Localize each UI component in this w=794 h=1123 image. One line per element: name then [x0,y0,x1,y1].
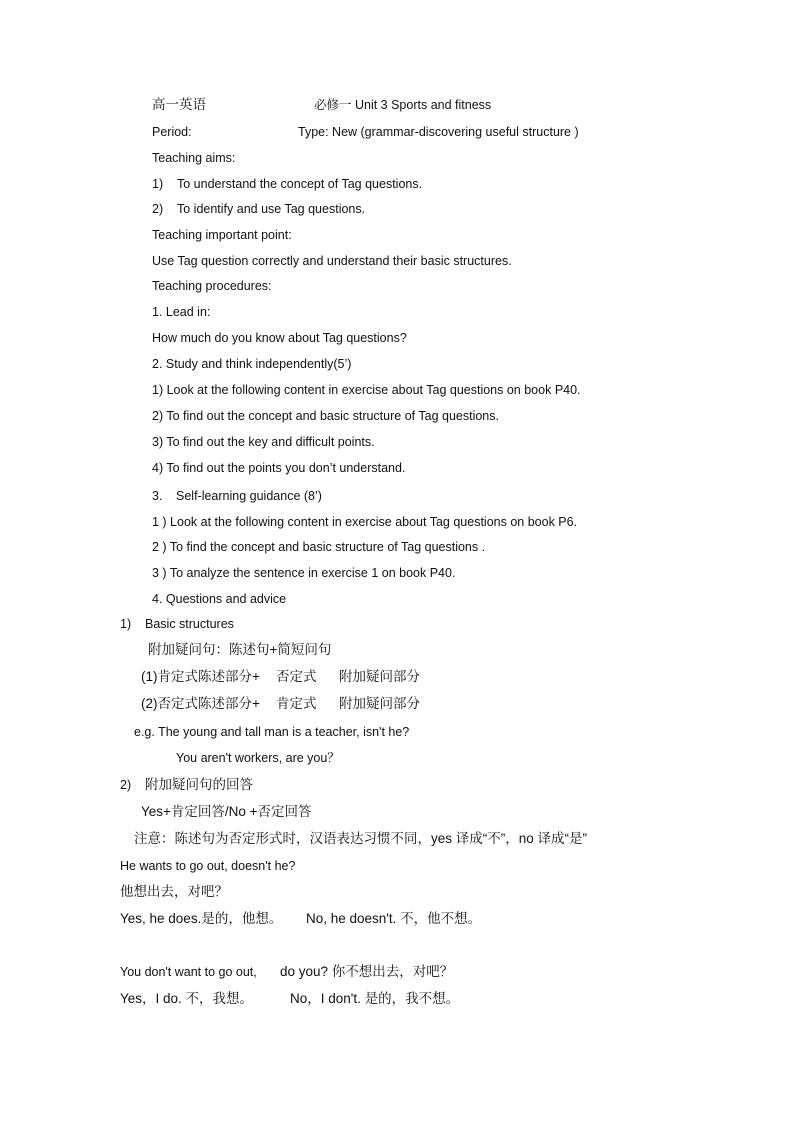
example-question-tail: do you? 你不想出去，对吧？ [280,964,454,979]
self-learning-item: 3 ) To analyze the sentence in exercise 1 on book P40. [152,566,456,580]
questions-heading: 4. Questions and advice [152,592,287,606]
important-text: Use Tag question correctly and understand their basic structures. [152,254,512,268]
self-learning-item: 2 ) To find the concept and basic structure of Tag questions . [152,540,486,554]
study-heading: 2. Study and think independently(5’) [152,357,352,371]
aim-text: To identify and use Tag questions. [177,202,366,216]
example-answer-no: No，I don't. 是的，我不想。 [290,991,460,1006]
type-label: Type: New (grammar-discovering useful structure ) [298,125,579,139]
example-question: He wants to go out, doesn't he? [120,859,296,873]
aim-number: 2) [152,202,164,216]
basic-heading: Basic structures [145,617,234,631]
self-learning-number: 3. [152,489,163,503]
answer-number: 2) [120,778,132,792]
period-label: Period: [152,125,192,139]
study-item: 3) To find out the key and difficult points. [152,435,375,449]
self-learning-heading: Self-learning guidance (8’) [176,489,322,503]
rule-form: 肯定式 [276,696,317,711]
course-title: 高一英语 [152,97,206,112]
rule-statement: (2)否定式陈述部分+ [141,696,260,711]
example-answer-yes: Yes，I do. 不，我想。 [120,991,254,1006]
tag-formula: 附加疑问句：陈述句+简短问句 [148,642,332,657]
answer-rule: Yes+肯定回答/No +否定回答 [141,804,312,819]
aim-text: To understand the concept of Tag questions. [177,177,423,191]
important-heading: Teaching important point: [152,228,292,242]
aim-number: 1) [152,177,164,191]
example-question: You don't want to go out, [120,965,257,979]
answer-heading: 附加疑问句的回答 [145,777,253,792]
rule-tag: 附加疑问部分 [339,696,420,711]
study-item: 1) Look at the following content in exercise about Tag questions on book P40. [152,383,581,397]
basic-number: 1) [120,617,132,631]
example-answer-yes: Yes, he does.是的，他想。 [120,911,283,926]
example-sentence: e.g. The young and tall man is a teacher, isn't he? [134,725,410,739]
rule-statement: (1)肯定式陈述部分+ [141,669,260,684]
unit-title: 必修一 Unit 3 Sports and fitness [314,98,492,112]
example-sentence: You aren't workers, are you？ [176,751,340,765]
example-answer-no: No, he doesn't. 不，他不想。 [306,911,482,926]
aims-heading: Teaching aims: [152,151,236,165]
answer-note: 注意：陈述句为否定形式时，汉语表达习惯不同，yes 译成“不”，no 译成“是” [134,831,588,846]
lead-in-question: How much do you know about Tag questions? [152,331,407,345]
rule-tag: 附加疑问部分 [339,669,420,684]
study-item: 4) To find out the points you don’t understand. [152,461,406,475]
procedures-heading: Teaching procedures: [152,279,272,293]
self-learning-item: 1 ) Look at the following content in exercise about Tag questions on book P6. [152,515,578,529]
study-item: 2) To find out the concept and basic structure of Tag questions. [152,409,499,423]
lead-in-heading: 1. Lead in: [152,305,211,319]
example-translation: 他想出去，对吧？ [120,884,228,899]
rule-form: 否定式 [276,669,317,684]
